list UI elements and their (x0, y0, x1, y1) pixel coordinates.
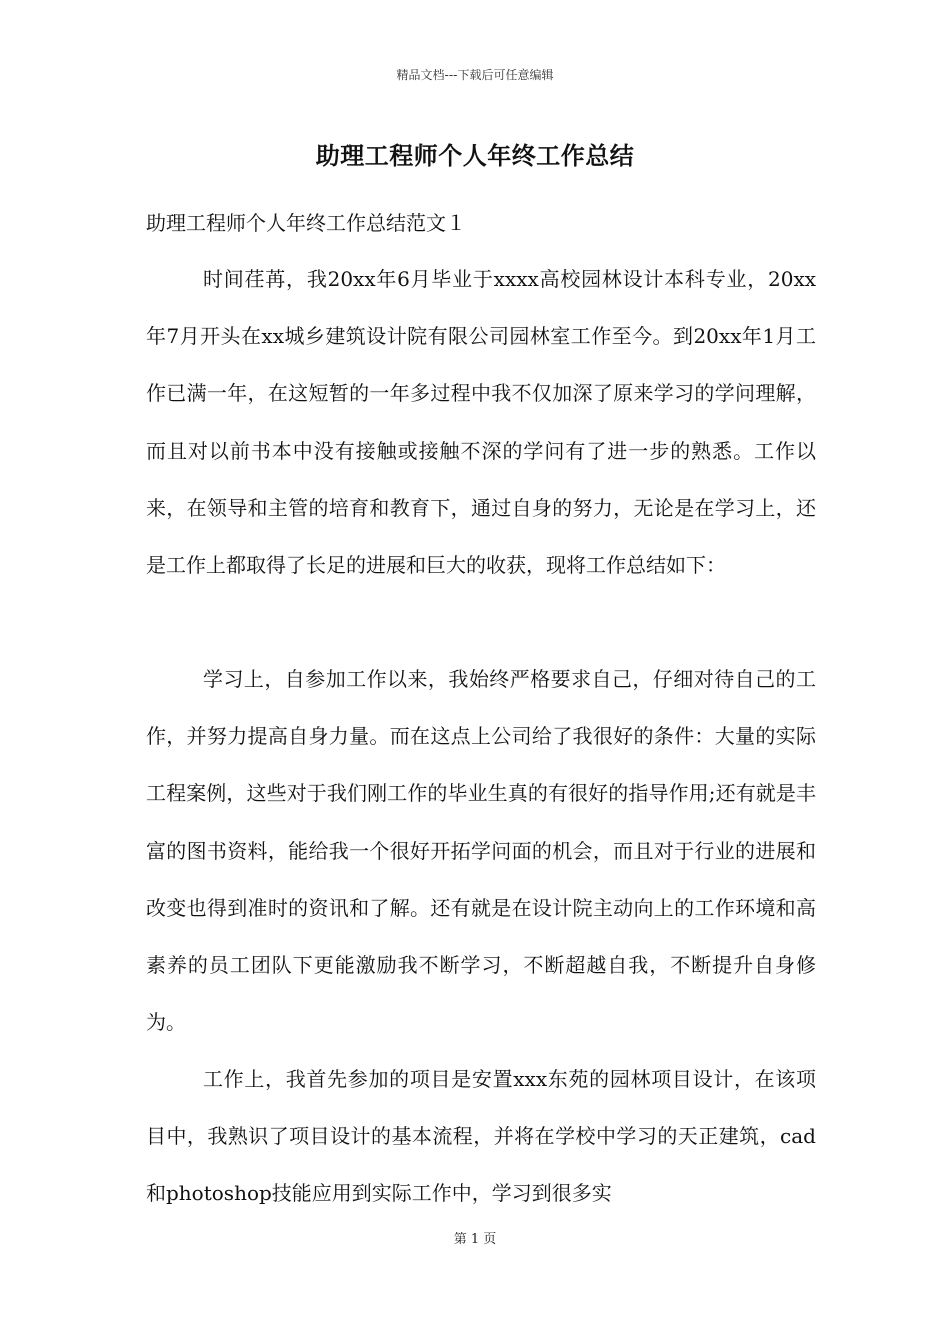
header-note: 精品文档---下载后可任意编辑 (396, 68, 554, 82)
paragraph-intro: 时间荏苒，我20xx年6月毕业于xxxx高校园林设计本科专业，20xx年7月开头在xx城乡建筑设计院有限公司园林室工作至今。到20xx年1月工作已满一年，在这短暂的一年多过程中我不仅加深了原来学习的学问理解，而且对以前书本中没有接触或接触不深的学问有了进一步的熟悉。工作以来，在领导和主管的培育和教育下，通过自身的努力，无论是在学习上，还是工作上都取得了长足的进展和巨大的收获，现将工作总结如下： (146, 267, 816, 578)
document-title: 助理工程师个人年终工作总结 (315, 142, 635, 170)
paragraph-work: 工作上，我首先参加的项目是安置xxx东苑的园林项目设计，在该项目中，我熟识了项目设计的基本流程，并将在学校中学习的天正建筑，cad和photoshop技能应用到实际工作中，学习到很多实 (146, 1067, 816, 1206)
paragraph-study: 学习上，自参加工作以来，我始终严格要求自己，仔细对待自己的工作，并努力提高自身力量。而在这点上公司给了我很好的条件：大量的实际工程案例，这些对于我们刚工作的毕业生真的有很好的指导作用;还有就是丰富的图书资料，能给我一个很好开拓学问面的机会，而且对于行业的进展和改变也得到准时的资讯和了解。还有就是在设计院主动向上的工作环境和高素养的员工团队下更能激励我不断学习，不断超越自我，不断提升自身修为。 (146, 667, 816, 1035)
page-number: 第 1 页 (453, 1232, 497, 1247)
document-subtitle: 助理工程师个人年终工作总结范文１ (146, 211, 466, 235)
